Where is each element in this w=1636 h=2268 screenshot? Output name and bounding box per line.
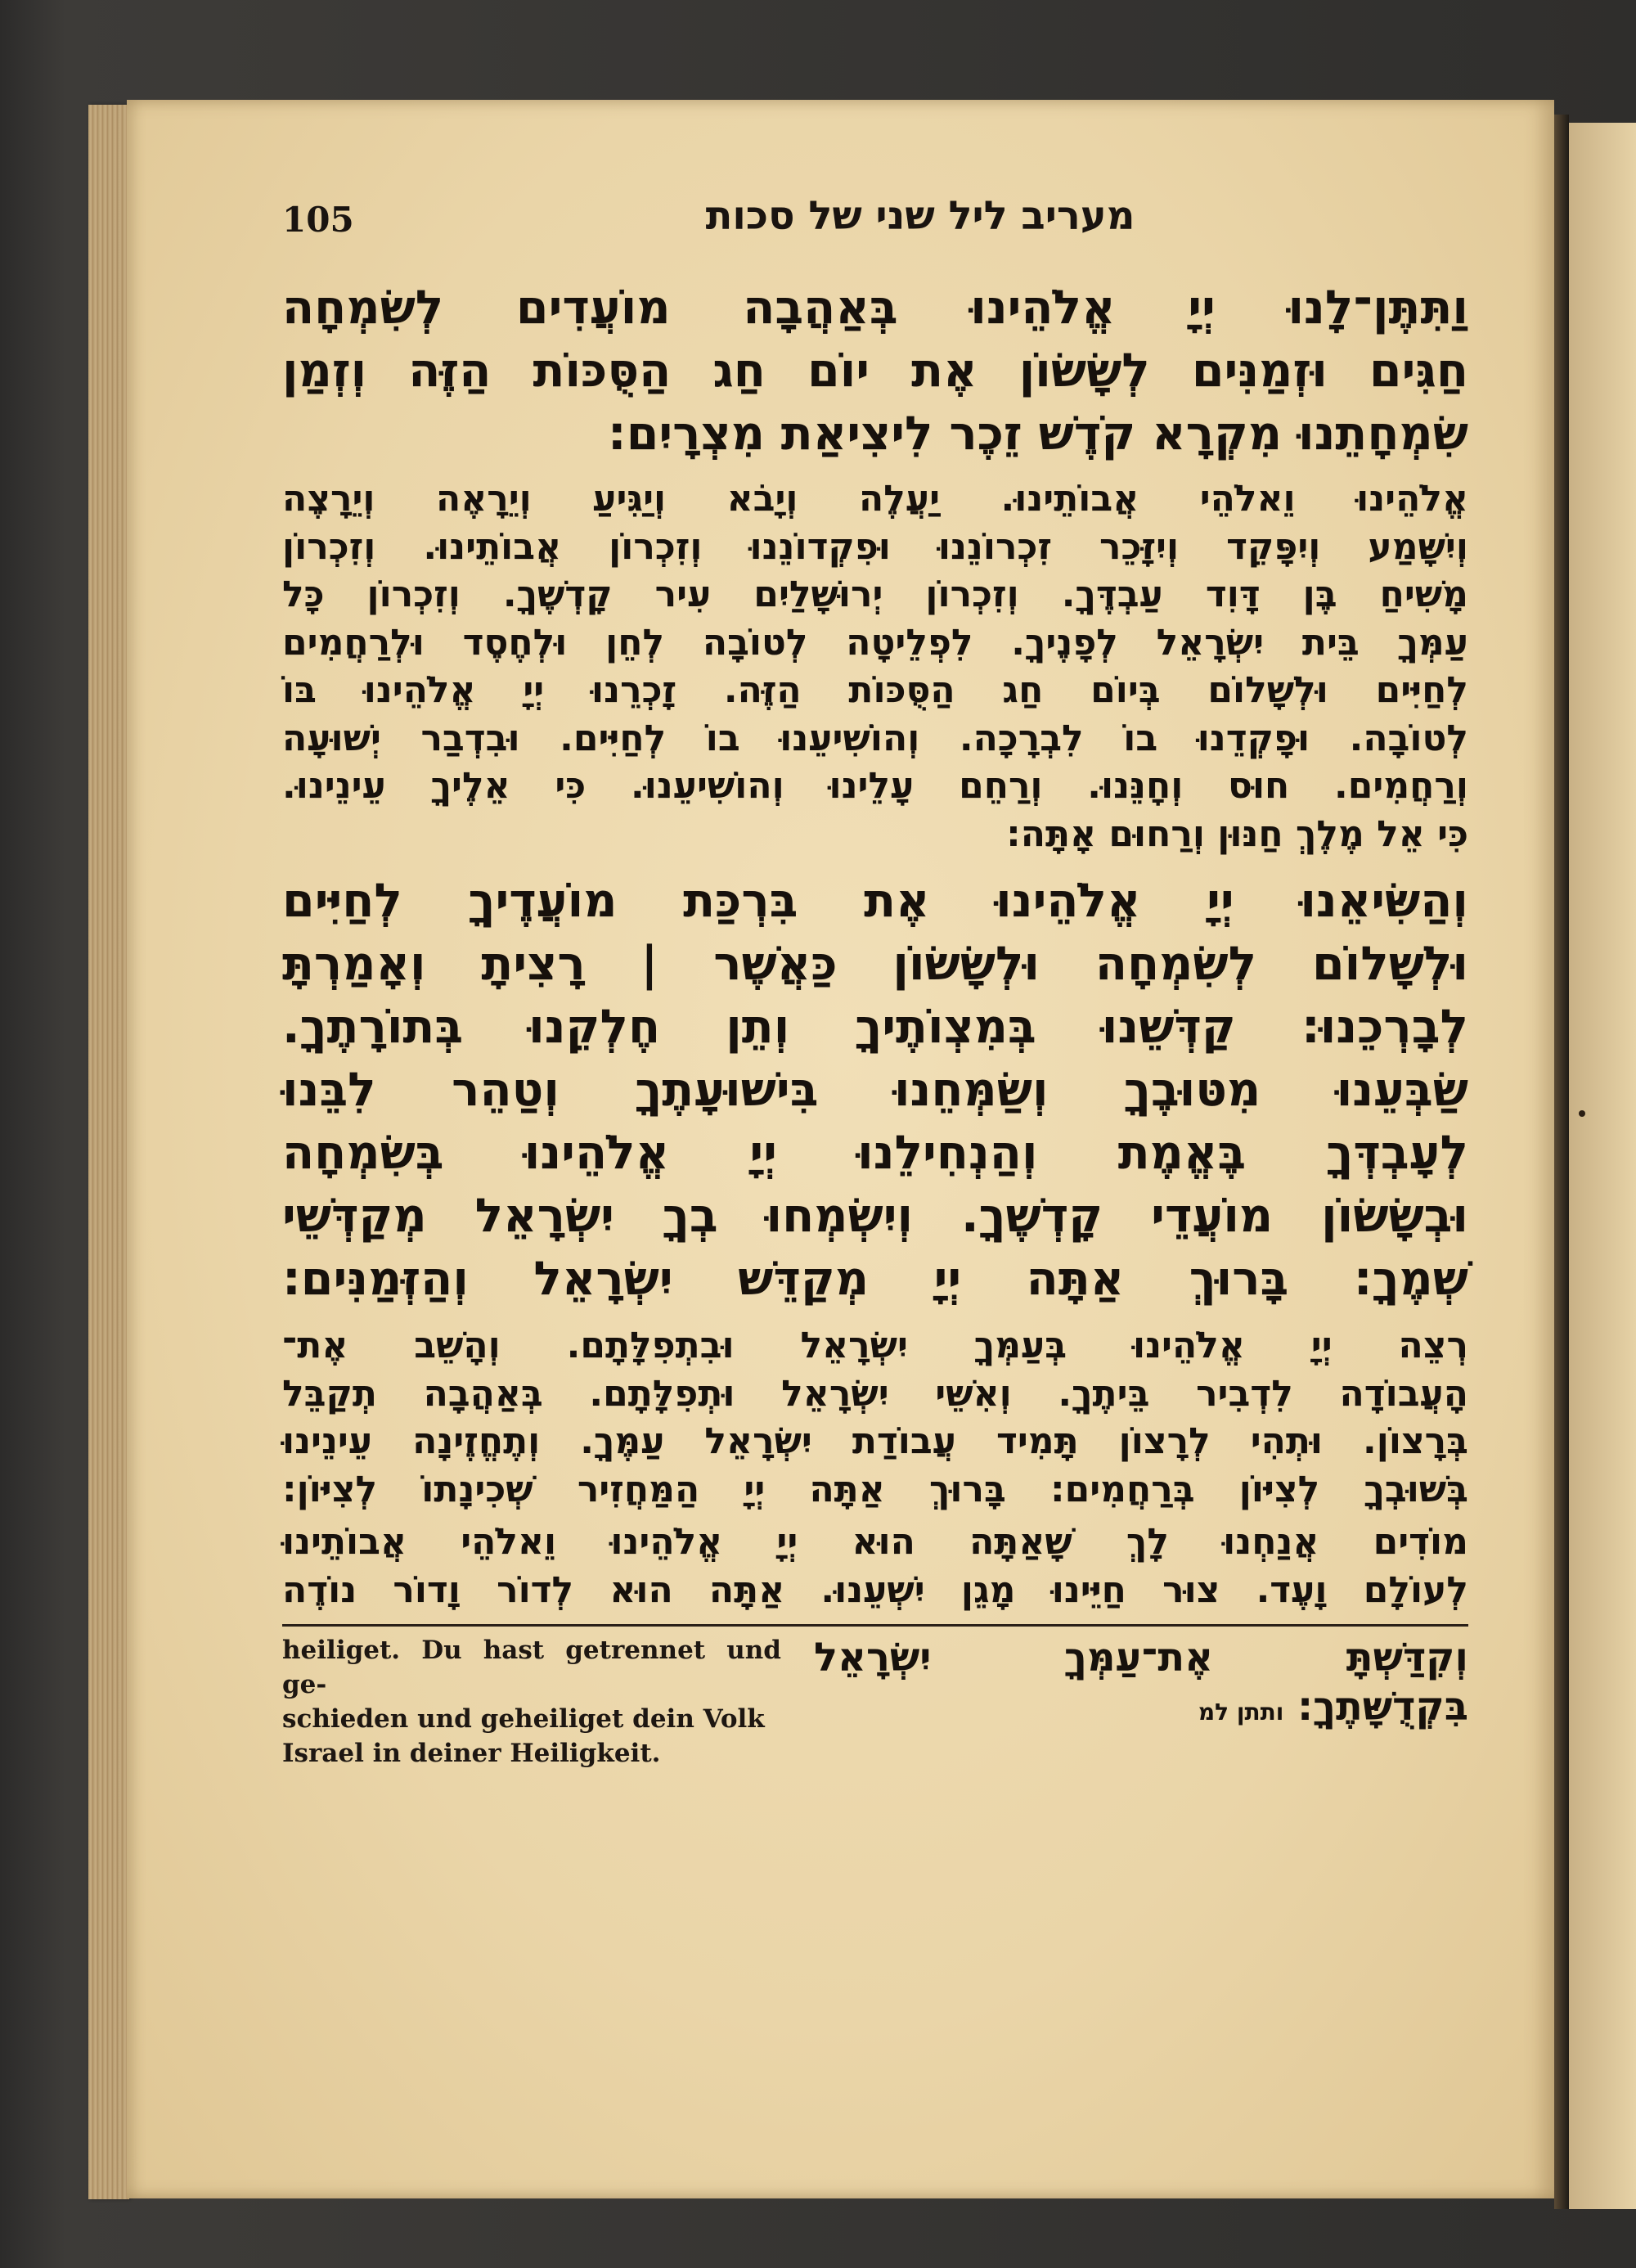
- text-line: מָשִׁיחַ בֶּן דָּוִד עַבְדֶּךָ. וְזִכְרוֹן יְרוּשָׁלַיִם עִיר קָדְשֶׁךָ. וְזִכְרוֹן כָּל: [282, 574, 1468, 615]
- footnote-hebrew: [814, 1633, 1468, 1737]
- text-line: לְעָבְדְּךָ בֶּאֱמֶת וְהַנְחִילֵנוּ יְיָ אֱלֹהֵינוּ בְּשִׂמְחָה: [282, 1126, 1468, 1180]
- text-line: רְצֵה יְיָ אֱלֹהֵינוּ בְּעַמְּךָ יִשְׂרָאֵל וּבִתְפִלָּתָם. וְהָשֵׁב אֶת־: [282, 1325, 1468, 1366]
- prayer-paragraph-2: [282, 475, 1468, 858]
- hebrew-line: [814, 1682, 1468, 1737]
- prayer-paragraph-5: [282, 1519, 1468, 1614]
- text-line: בְּשׁוּבְךָ לְצִיּוֹן בְּרַחֲמִים: בָּרוּךְ אַתָּה יְיָ הַמַּחֲזִיר שְׁכִינָתוֹ לְצִיּוֹן:: [282, 1468, 1468, 1510]
- text-line: וְהַשִּׂיאֵנוּ יְיָ אֱלֹהֵינוּ אֶת בִּרְכַּת מוֹעֲדֶיךָ לְחַיִּים: [282, 874, 1468, 928]
- text-line: וַתִּתֶּן־לָנוּ יְיָ אֱלֹהֵינוּ בְּאַהֲבָה מוֹעֲדִים לְשִׂמְחָה: [282, 281, 1468, 335]
- german-line: Israel in deiner Heiligkeit.: [282, 1739, 661, 1768]
- ink-speck: [1579, 1110, 1585, 1117]
- page-header: [282, 188, 1468, 262]
- text-line: לְבָרְכֵנוּ: קַדְּשֵׁנוּ בְּמִצְוֹתֶיךָ וְתֵן חֶלְקֵנוּ בְּתוֹרָתֶךָ.: [282, 1000, 1468, 1054]
- text-line: מוֹדִים אֲנַחְנוּ לָךְ שָׁאַתָּה הוּא יְיָ אֱלֹהֵינוּ וֵאלֹהֵי אֲבוֹתֵינוּ: [282, 1521, 1468, 1563]
- catchword-continuation: ותתן למ: [1198, 1699, 1284, 1726]
- hebrew-line: וְקִדַּשְׁתָּ אֶת־עַמְּךָ יִשְׂרָאֵל: [814, 1635, 1468, 1681]
- prayer-paragraph-3: [282, 870, 1468, 1311]
- book-gutter: [1554, 115, 1569, 2209]
- text-line: לְחַיִּים וּלְשָׁלוֹם בְּיוֹם חַג הַסֻּכּוֹת הַזֶּה. זָכְרֵנוּ יְיָ אֱלֹהֵינוּ בּוֹ: [282, 669, 1468, 711]
- text-line: וְיִשָּׁמַע וְיִפָּקֵד וְיִזָּכֵר זִכְרוֹנֵנוּ וּפִקְדוֹנֵנוּ וְזִכְרוֹן אֲבוֹתֵינוּ. וְזִכְרוֹן: [282, 525, 1468, 568]
- text-line: שַׂבְּעֵנוּ מִטּוּבֶךָ וְשַׂמְּחֵנוּ בִּישׁוּעָתֶךָ וְטַהֵר לִבֵּנוּ: [282, 1063, 1468, 1117]
- text-line: לְעוֹלָם וָעֶד. צוּר חַיֵּינוּ מָגֵן יִשְׁעֵנוּ. אַתָּה הוּא לְדוֹר וָדוֹר נוֹדֶה: [282, 1568, 1468, 1611]
- text-line: כִּי אֵל מֶלֶךְ חַנּוּן וְרַחוּם אָתָּה:: [1006, 812, 1468, 855]
- text-line: בְּרָצוֹן. וּתְהִי לְרָצוֹן תָּמִיד עֲבוֹדַת יִשְׂרָאֵל עַמֶּךָ. וְתֶחֱזֶינָה עֵינֵינוּ: [282, 1420, 1468, 1462]
- text-line: וּבְשָׂשׂוֹן מוֹעֲדֵי קָדְשֶׁךָ. וְיִשְׂמְחוּ בְךָ יִשְׂרָאֵל מְקַדְּשֵׁי: [282, 1189, 1468, 1243]
- prayer-paragraph-4: [282, 1322, 1468, 1514]
- facing-page-edge: [1569, 123, 1636, 2209]
- german-line: heiliget. Du hast getrennet und ge-: [282, 1636, 781, 1699]
- footnote-rule: [282, 1624, 1468, 1627]
- text-line: וְרַחֲמִים. חוּס וְחָנֵּנוּ. וְרַחֵם עָלֵינוּ וְהוֹשִׁיעֵנוּ. כִּי אֵלֶיךָ עֵינֵינוּ.: [282, 765, 1468, 807]
- text-line: הָעֲבוֹדָה לִדְבִיר בֵּיתֶךָ. וְאִשֵּׁי יִשְׂרָאֵל וּתְפִלָּתָם. בְּאַהֲבָה תְקַבֵּל: [282, 1372, 1468, 1415]
- text-line: וּלְשָׁלוֹם לְשִׂמְחָה וּלְשָׂשׂוֹן כַּאֲשֶׁר | רָצִיתָ וְאָמַרְתָּ: [282, 937, 1468, 991]
- text-line: שִׂמְחָתֵנוּ מִקְרָא קֹדֶשׁ זֵכֶר לִיצִיאַת מִצְרָיִם:: [607, 407, 1468, 461]
- text-line: שְׁמֶךָ: בָּרוּךְ אַתָּה יְיָ מְקַדֵּשׁ יִשְׂרָאֵל וְהַזְּמַנִּים:: [282, 1252, 1468, 1306]
- page-content: [282, 188, 1468, 1768]
- running-title: מעריב ליל שני של סכות: [705, 193, 1135, 239]
- german-line: schieden und geheiliget dein Volk: [282, 1704, 765, 1734]
- german-translation: [282, 1633, 781, 1771]
- page-edges: [88, 105, 129, 2199]
- text-line: עַמְּךָ בֵּית יִשְׂרָאֵל לְפָנֶיךָ. לִפְלֵיטָה לְטוֹבָה לְחֵן וּלְחֶסֶד וּלְרַחֲמִים: [282, 621, 1468, 664]
- page-number: 105: [282, 200, 354, 240]
- text-line: אֱלֹהֵינוּ וֵאלֹהֵי אֲבוֹתֵינוּ. יַעֲלֶה וְיָבֹא וְיַגִּיעַ וְיֵרָאֶה וְיֵרָצֶה: [282, 478, 1468, 520]
- text-line: חַגִּים וּזְמַנִּים לְשָׂשׂוֹן אֶת יוֹם חַג הַסֻּכּוֹת הַזֶּה וְזְמַן: [282, 344, 1468, 398]
- hebrew-line-text: בִּקְדֻשָּׁתֶךָ:: [1297, 1684, 1468, 1730]
- prayer-paragraph-1: [282, 277, 1468, 466]
- text-line: לְטוֹבָה. וּפָקְדֵנוּ בוֹ לִבְרָכָה. וְהוֹשִׁיעֵנוּ בוֹ לְחַיִּים. וּבִדְבַר יְשׁוּעָה: [282, 717, 1468, 759]
- footnote-area: [282, 1633, 1468, 1768]
